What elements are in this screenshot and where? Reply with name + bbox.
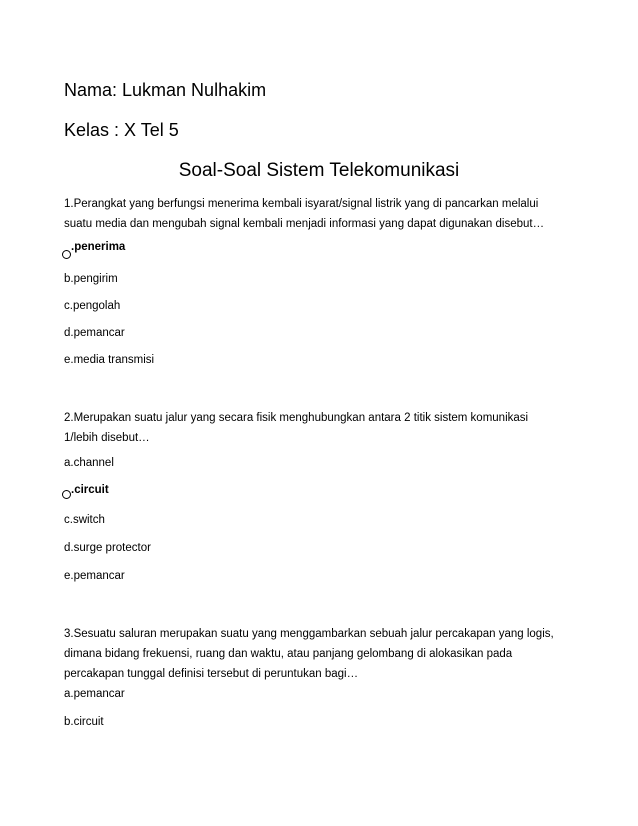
question-2-option-e: e.pemancar [64, 570, 125, 582]
page-title: Soal-Soal Sistem Telekomunikasi [178, 160, 460, 181]
selected-answer-circle-icon [62, 250, 71, 259]
question-1-option-e: e.media transmisi [64, 354, 155, 366]
question-3-text: 3.Sesuatu saluran merupakan suatu yang menggambarkan sebuah jalur percakapan yang logis, dimana bidang frekuensi, ruang dan waktu, atau panjang gelombang di alokasikan pada percakapan tunggal definisi tersebut di peruntukan bagi… [64, 628, 554, 680]
student-name: Nama: Lukman Nulhakim [64, 80, 267, 100]
question-1-option-b: b.pengirim [64, 273, 118, 285]
question-2-text: 2.Merupakan suatu jalur yang secara fisik menghubungkan antara 2 titik sistem komunikasi 1/lebih disebut… [64, 412, 529, 444]
student-class: Kelas : X Tel 5 [64, 120, 179, 140]
question-3-option-b: b.circuit [64, 716, 104, 728]
question-2-option-d: d.surge protector [64, 542, 151, 554]
question-1-option-c: c.pengolah [64, 300, 121, 312]
question-2-option-a: a.channel [64, 457, 114, 469]
question-1-text: 1.Perangkat yang berfungsi menerima kembali isyarat/signal listrik yang di pancarkan melalui suatu media dan mengubah signal kembali menjadi informasi yang dapat digunakan disebut… [64, 198, 545, 230]
question-2-option-b: .circuit [71, 484, 109, 496]
question-2-option-c: c.switch [64, 514, 105, 526]
selected-answer-circle-icon [62, 490, 71, 499]
question-1-option-a: .penerima [71, 241, 126, 253]
question-1-option-d: d.pemancar [64, 327, 125, 339]
question-3-option-a: a.pemancar [64, 688, 125, 700]
